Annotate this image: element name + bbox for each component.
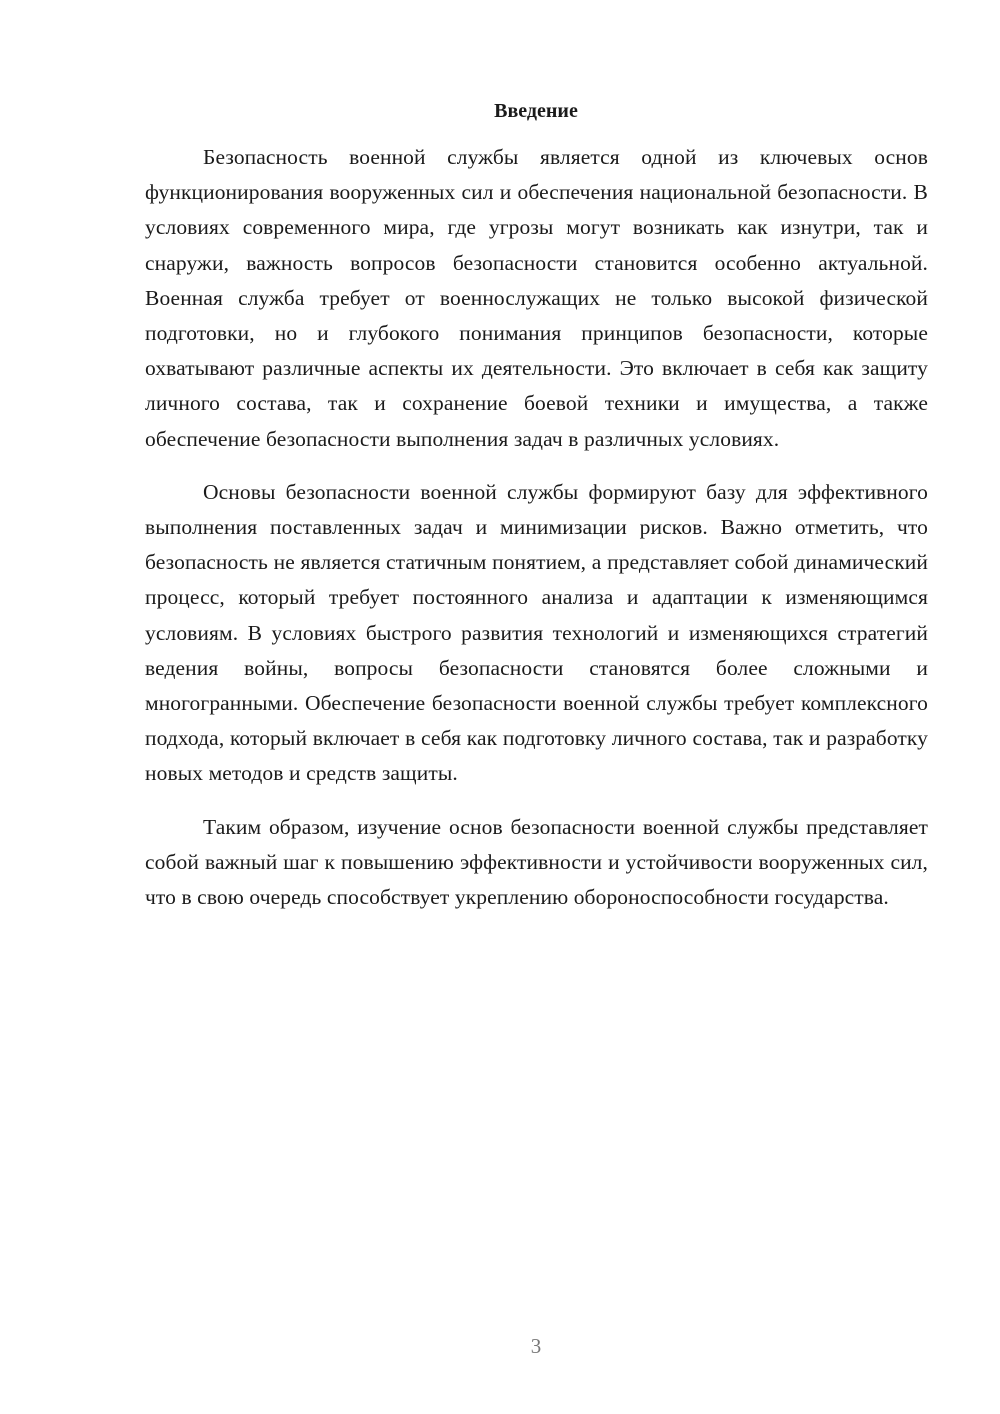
page-number: 3: [530, 1334, 542, 1358]
document-body: [145, 140, 928, 933]
section-title: Введение: [494, 100, 578, 122]
paragraph-1: Безопасность военной службы является одной из ключевых основ функционирования вооруженных сил и обеспечения национальной безопасности. В условиях современного мира, где угрозы могут возникать как изнутри, так и снаружи, важность вопросов безопасности становится особенно актуальной. Военная служба требует от военнослужащих не только высокой физической подготовки, но и глубокого понимания принципов безопасности, которые охватывают различные аспекты их деятельности. Это включает в себя как защиту личного состава, так и сохранение боевой техники и имущества, а также обеспечение безопасности выполнения задач в различных условиях.: [145, 145, 928, 451]
paragraph-2: Основы безопасности военной службы формируют базу для эффективного выполнения поставленных задач и минимизации рисков. Важно отметить, что безопасность не является статичным понятием, а представляет собой динамический процесс, который требует постоянного анализа и адаптации к изменяющимся условиям. В условиях быстрого развития технологий и изменяющихся стратегий ведения войны, вопросы безопасности становятся более сложными и многогранными. Обеспечение безопасности военной службы требует комплексного подхода, который включает в себя как подготовку личного состава, так и разработку новых методов и средств защиты.: [145, 479, 928, 786]
paragraph-3: Таким образом, изучение основ безопасности военной службы представляет собой важный шаг к повышению эффективности и устойчивости вооруженных сил, что в свою очередь способствует укреплению обороноспособности государства.: [145, 814, 928, 910]
